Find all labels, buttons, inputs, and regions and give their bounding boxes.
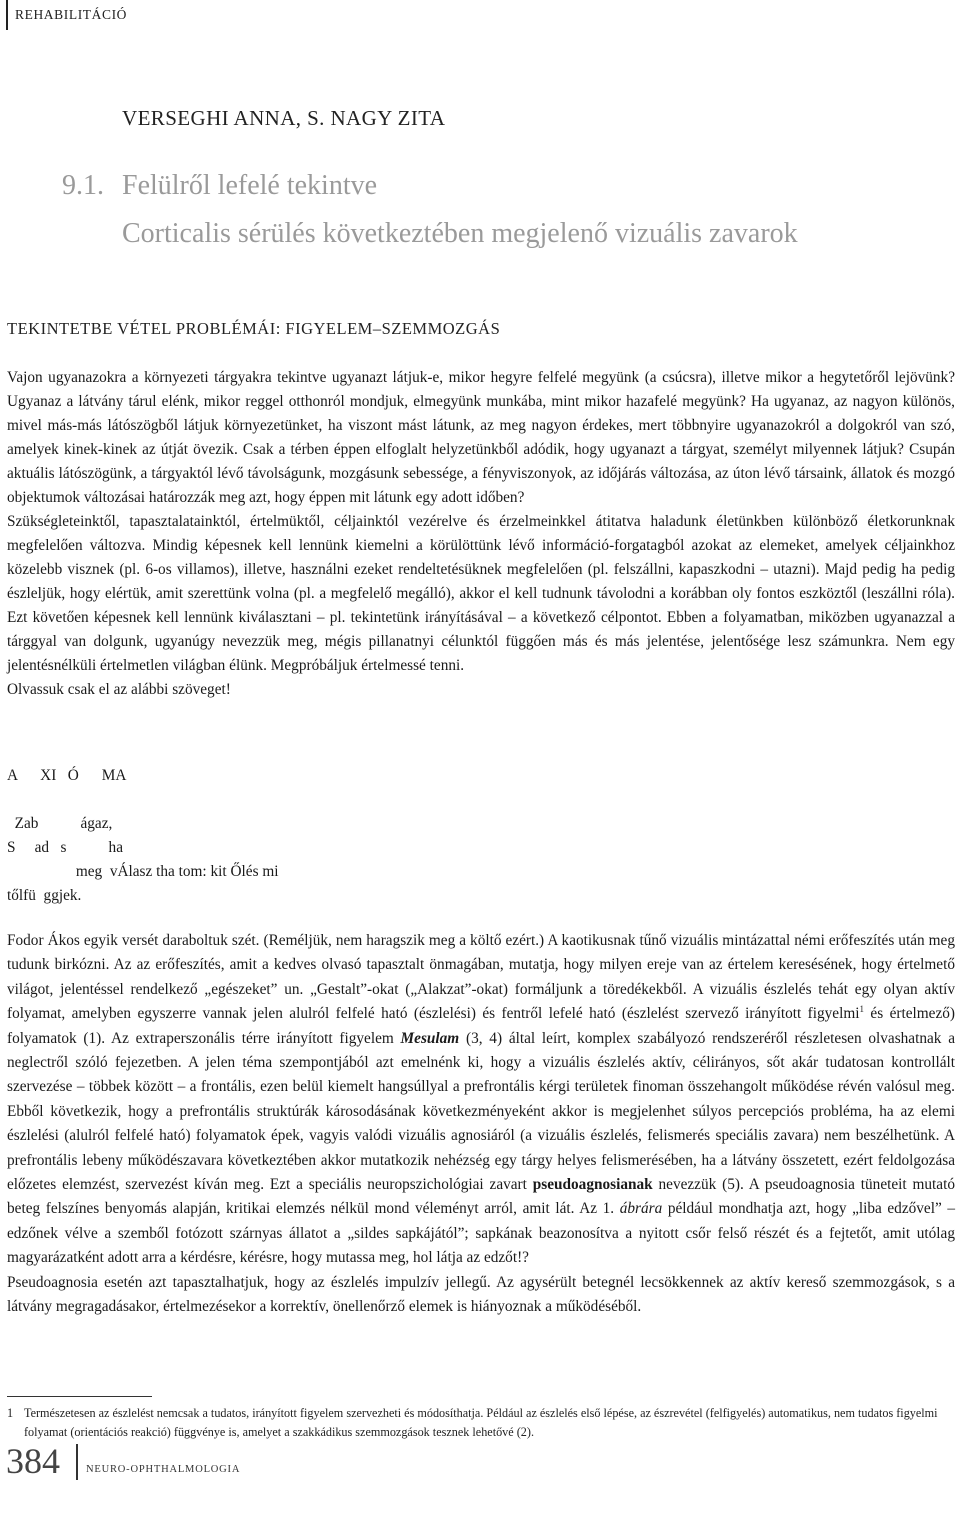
footnote-text: Természetesen az észlelést nemcsak a tudatos, irányított figyelem szervezheti és módosíthatja. Például az észlelés első lépése, az észrevétel (felfigyelés) automatikus, nem tudatos figyelmi folyamat (orientációs reakció) függvénye is, amelyet a szakkádikus szemmozgások tesznek lehetővé (2). — [24, 1406, 938, 1439]
running-header: REHABILITÁCIÓ — [6, 0, 127, 30]
footer-divider — [76, 1444, 78, 1480]
poem-line: tőlfü ggjek. — [7, 887, 82, 904]
poem-line: meg vÁlasz tha tom: kit Őlés mi — [7, 863, 279, 880]
scrambled-poem — [7, 764, 407, 908]
chapter-subtitle: Corticalis sérülés következtében megjelenő vizuális zavarok — [122, 218, 798, 249]
chapter-number: 9.1. — [62, 170, 104, 201]
author-name: Mesulam — [400, 1029, 460, 1047]
footnote-number: 1 — [7, 1406, 14, 1420]
section-heading: TEKINTETBE VÉTEL PROBLÉMÁI: FIGYELEM–SZEMMOZGÁS — [7, 319, 501, 338]
journal-name: NEURO-OPHTHALMOLOGIA — [86, 1464, 241, 1475]
paragraph: Fodor Ákos egyik versét daraboltuk szét. (Reméljük, nem haragszik meg a költő ezért.) A kaotikusnak tűnő vizuális mintázattal némi erőfeszítés után meg tudunk birkózni. Az az erőfeszítés, amit a kedves olvasó tapasztalt önmagában, mutatja, hogy milyen ereje van az értelem keresésének, hogy értelmető világot, jelentéssel rendelkező „egészeket” un. „Gestalt”-okat („Alakzat”-okat) formáljunk a töredékekből. A vizuális észlelés tehát egy olyan aktív folyamat, amelyben egyszerre vannak jelen alulról felfelé ható (észlelési) és fentről lefelé ható (észlelést szervező irányított figyelmi$^1$ és értelmező) folyamatok (1). Az extraperszonális térre irányított figyelem Mesulam (3, 4) által leírt, komplex szabályozó rendszeréről részletesen olvashatnak a neglectről szóló fejezetben. A jelen téma szempontjából azt emelnénk ki, hogy a vizuális észlelés aktív, célirányos, sőt akár tudatosan kontrollált szervezése – többek között – a frontális, ezen belül kiemelt hangsúllyal a prefrontális kérgi területek finoman összehangolt működése révén valósul meg. Ebből következik, hogy a prefrontális struktúrák károsodásának következményeként akkor is megjelenhet súlyos percepciós probléma, ha az elemi észlelési (alulról felfelé ható) folyamatok épek, vagyis valódi vizuális agnosiáról (a vizuális észlelés, felismerés speciális zavara) nem beszélhetünk. A prefrontális lebeny működészavara következtében akkor mutatkozik nehézség egy tárgy helyes felismerésében, ha a látvány összetett, ezért feldolgozása előzetes elemzést, szervezést kíván meg. Ezt a speciális neuropszichológiai zavart pseudoagnosianak nevezzük (5). A pseudoagnosia tüneteit mutató beteg felszínes benyomás alapján, kritikai elemzés nélkül mond véleményt arról, amit lát. Az 1. ábrára például mondhatja azt, hogy „liba edzővel” – edzőnek vélve a szemből fotózott szárnyas állatot a „sildes sapkájától”; sapkának beazonosítva a nyitott csőr felső részét és a fejtetőt, amit utólag magyarázatként adott arra a kérdésre, kérésre, hogy mutassa meg, hol látja az edzőt!? — [7, 932, 955, 1267]
body-text — [7, 366, 955, 702]
footnote-divider — [7, 1396, 152, 1397]
poem-line: Zab ágaz, — [7, 815, 113, 832]
poem-line: A XI Ó MA — [7, 767, 127, 784]
authors: VERSEGHI ANNA, S. NAGY ZITA — [122, 106, 446, 130]
key-term: pseudoagnosianak — [532, 1176, 653, 1194]
body-text-continued — [7, 929, 955, 1320]
page-number: 384 — [6, 1441, 60, 1481]
paragraph: Pseudoagnosia esetén azt tapasztalhatjuk, hogy az észlelés impulzív jellegű. Az agysérült betegnél lecsökkennek az aktív kereső szemmozgások, s a látvány megragadásakor, értelmezésekor a korrektív, önellenőrző elemek is hiányoznak a működéséből. — [7, 1273, 955, 1316]
paragraph: Olvassuk csak el az alábbi szöveget! — [7, 681, 231, 698]
poem-line: S ad s ha — [7, 839, 123, 856]
figure-reference: ábrára — [619, 1200, 663, 1218]
footnote — [7, 1404, 955, 1442]
chapter-title: Felülről lefelé tekintve — [122, 170, 378, 201]
paragraph: Vajon ugyanazokra a környezeti tárgyakra tekintve ugyanazt látjuk-e, mikor hegyre felfelé megyünk (a csúcsra), illetve mikor a hegytetőről lejövünk? Ugyanaz a látvány tárul elénk, mikor reggel otthonról mondjuk, elmegyünk munkába, mint mikor hazafelé megyünk? Ha ugyanaz, az nagyon különös, mivel más-más látószögből látjuk környezetünket, ha viszont mást látunk, az meg nagyon érdekes, mert többnyire ugyanazokról a dolgokról van szó, amelyek kinek-kinek az útját övezik. Csak a térben éppen elfoglalt helyzetünkből adódik, hogy ugyanazt a tárgyat, személyt milyennek látjuk? Csupán aktuális látószögünk, a tárgyaktól lévő távolságunk, mozgásunk sebessége, a fényviszonyok, az időjárás változása, az úton lévő társaink, állatok és mozgó objektumok változásai határozzák meg azt, hogy éppen mit látunk egy adott időben? — [7, 369, 955, 506]
footnote-reference: 1 — [859, 1004, 864, 1015]
paragraph: Szükségleteinktől, tapasztalatainktól, értelmüktől, céljainktól vezérelve és érzelmeinkkel átitatva haladunk életünkben különböző életkorunknak megfelelően változva. Mindig képesnek kell lennünk kiemelni a körülöttünk lévő információ-forgatagból azokat az elemeket, amelyek céljainkhoz közelebb visznek (pl. 6-os villamos), illetve, használni ezeket rendeltetésüknek megfelelően (pl. felszállni, kapaszkodni – utazni). Majd pedig ha pedig észleljük, hogy elértük, amit szerettünk volna (pl. a megfelelő megálló), akkor el kell tudnunk távolodni a korábban oly fontos eszköztől (leszállni róla). Ezt követően képesnek kell lennünk kiválasztani – pl. tekintetünk irányításával – a következő célpontot. Ebben a folyamatban, miközben ugyanazzal a tárggyal van dolgunk, ugyanúgy nevezzük meg, mégis pillanatnyi célunktól függően más és más jelentése, jelentősége lesz számunkra. Nem egy jelentésnélküli értelmetlen világban élünk. Megpróbáljuk értelmessé tenni. — [7, 513, 955, 674]
